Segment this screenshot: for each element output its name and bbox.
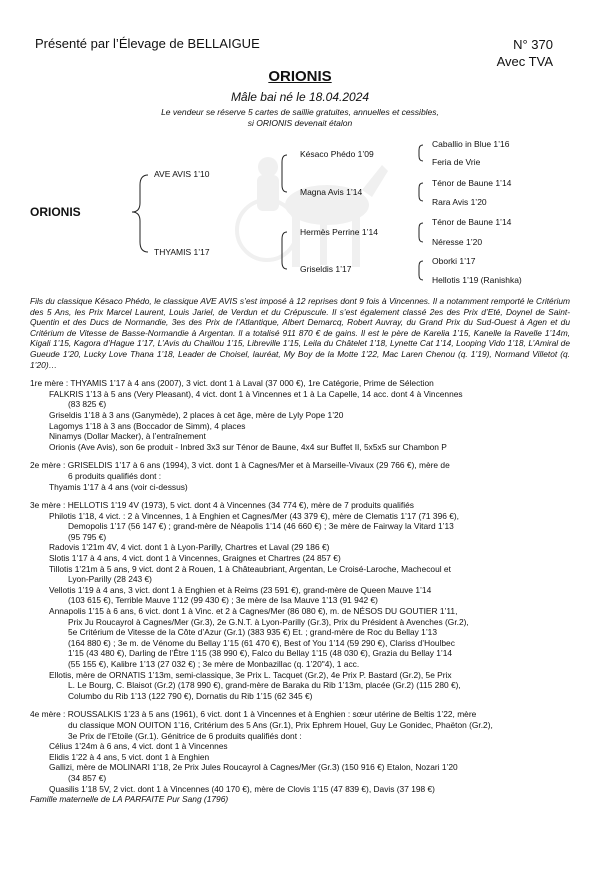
mother-heading: 2e mère : GRISELDIS 1’17 à 6 ans (1994), 3 vict. dont 1 à Cagnes/Mer et à Marseille-Vivaux (29 766 €), mère de bbox=[30, 460, 450, 471]
progeny-line: 5e Critérium de Vitesse de la Côte d’Azur (Gr.1) (383 935 €) Et. ; grand-mère de Roc du Bellay 1’13 bbox=[68, 627, 437, 638]
progeny-line: Vellotis 1’19 à 4 ans, 3 vict. dont 1 à Enghien et à Reims (23 591 €), grand-mère de Queen Mauve 1’14 bbox=[49, 584, 432, 595]
progeny-line: Prix Ju Roucayrol à Cagnes/Mer (Gr.3), 2e G.N.T. à Lyon-Parilly (Gr.3), Prix du Président à Avenches (Gr.2), bbox=[68, 616, 469, 627]
pedigree-sire: AVE AVIS 1’10 bbox=[154, 169, 210, 179]
presented-by: Présenté par l’Élevage de BELLAIGUE bbox=[35, 36, 260, 51]
progeny-line: Ninamys (Dollar Macker), à l’entraînement bbox=[49, 431, 206, 442]
pedigree-dss: Ténor de Baune 1’14 bbox=[432, 217, 512, 227]
progeny-line: Philotis 1’18, 4 vict. : 2 à Vincennes, 1 à Enghien et Cagnes/Mer (43 379 €), mère de Clematis 1’17 (71 396 €), bbox=[49, 510, 459, 521]
mother-heading: 3e mère : HELLOTIS 1’19 4V (1973), 5 vict. dont 4 à Vincennes (34 774 €), mère de 7 produits qualifiés bbox=[30, 500, 414, 511]
pedigree-sdd: Rara Avis 1’20 bbox=[432, 197, 487, 207]
mother-section bbox=[30, 378, 570, 452]
pedigree-sire-sire: Késaco Phédo 1’09 bbox=[300, 149, 374, 159]
sire-intro: Fils du classique Késaco Phédo, le classique AVE AVIS s’est imposé à 12 reprises dont 9 fois à Vincennes. Il a notamment remporté le Critérium des 5 Ans, les Prix Marcel Laurent, Louis Jariel, de Verdun et du Crépuscule. Il s’est également classé 2es des Prix d’Eté, Doynel de Saint-Quentin et des Ducs de Normandie, 3es des Prix de l’Atlantique, Albert Demarcq, Robert Auvray, du Grand Prix du Sud-Ouest à Agen et du Critérium de Vitesse de Basse-Normandie à Argentan. Il a totalisé 911 870 € de gains. Il est le père de Karelia 1’15, Kanelle la Ravelle 1’14m, Kigali 1’15, Kagora d’Hague 1’17, L’Avis du Chaillou 1’15, Libreville 1’15, Leila du Châtelet 1’18, Lynette Cat 1’14, Looping Vido 1’18, L’Amiral de Gueude 1’20, Lucky Love Thana 1’18, Leader de Choisel, lauréat, My Boy de la Motte 1’22, Mac Laren Chenou (q. 1’19), Normand Villetot (q. 1’20)… bbox=[30, 296, 570, 370]
pedigree-ssd: Feria de Vrie bbox=[432, 157, 481, 167]
progeny-line: FALKRIS 1’13 à 5 ans (Very Pleasant), 4 vict. dont 1 à Vincennes et 1 à La Capelle, 14 acc. dont 4 à Vincennes bbox=[49, 388, 463, 399]
reserve-line-2: si ORIONIS devenait étalon bbox=[247, 118, 353, 128]
progeny-line: Annapolis 1’15 à 6 ans, 6 vict. dont 1 à Vinc. et 2 à Cagnes/Mer (86 080 €), m. de NÉSOS DU GOUTIER 1’11, bbox=[49, 606, 458, 617]
progeny-line: Gallizi, mère de MOLINARI 1’18, 2e Prix Jules Roucayrol à Cagnes/Mer (Gr.3) (150 916 €) Etalon, Nozari 1’20 bbox=[49, 762, 458, 773]
pedigree-dsd: Néresse 1’20 bbox=[432, 237, 483, 247]
pedigree-sds: Ténor de Baune 1’14 bbox=[432, 178, 512, 188]
progeny-line: Radovis 1’21m 4V, 4 vict. dont 1 à Lyon-Parilly, Chartres et Laval (29 186 €) bbox=[49, 542, 330, 553]
progeny-line: Thyamis 1’17 à 4 ans (voir ci-dessus) bbox=[49, 481, 188, 492]
reserve-line-1: Le vendeur se réserve 5 cartes de saillie gratuites, annuelles et cessibles, bbox=[161, 107, 439, 117]
sex-birth-line: Mâle bai né le 18.04.2024 bbox=[230, 90, 370, 104]
vat-note: Avec TVA bbox=[496, 54, 553, 69]
pedigree-dds: Oborki 1’17 bbox=[432, 256, 476, 266]
pedigree-sire-dam: Magna Avis 1’14 bbox=[300, 187, 363, 197]
progeny-line: du classique MON OUITON 1’16, Critérium des 5 Ans (Gr.1), Prix Ephrem Houel, Guy Le Gonidec, Phaëton (Gr.2), bbox=[68, 719, 493, 730]
mother-heading: 4e mère : ROUSSALKIS 1’23 à 5 ans (1961), 6 vict. dont 1 à Vincennes et à Enghien : sœur utérine de Beltis 1’22, mère bbox=[30, 709, 477, 720]
progeny-line: (55 155 €), Kalibre 1’13 (27 032 €) ; 3e mère de Monbazillac (q. 1’20"4), 1 acc. bbox=[68, 659, 360, 669]
progeny-line: Tillotis 1’21m à 5 ans, 9 vict. dont 2 à Rouen, 1 à Châteaubriant, Argentan, Le Croisé-Laroche, Machecoul et bbox=[49, 563, 451, 574]
horse-name: ORIONIS bbox=[268, 68, 332, 85]
progeny-line: L. Le Bourg, C. Blaisot (Gr.2) (178 990 €), grand-mère de Baraka du Rib 1’13m, placée (Gr.2) (115 280 €), bbox=[68, 680, 461, 691]
maternal-lines bbox=[30, 378, 570, 794]
progeny-line: (103 615 €), Terrible Mauve 1’12 (99 430 €) ; 3e mère de Isa Mauve 1’13 (91 942 €) bbox=[68, 595, 378, 606]
catalogue-body bbox=[30, 296, 570, 805]
pedigree-root: ORIONIS bbox=[30, 205, 81, 219]
pedigree-ddd: Hellotis 1’19 (Ranishka) bbox=[432, 275, 522, 285]
progeny-line: (34 857 €) bbox=[68, 772, 107, 783]
progeny-line: Elidis 1’22 à 4 ans, 5 vict. dont 1 à Enghien bbox=[49, 751, 210, 762]
progeny-line: Columbo du Rib 1’13 (122 790 €), Dornatis du Rib 1’15 (62 345 €) bbox=[68, 690, 313, 701]
mother-section bbox=[30, 460, 570, 492]
lot-number: N° 370 bbox=[513, 37, 553, 52]
pedigree-dam-dam: Griseldis 1’17 bbox=[300, 264, 352, 274]
progeny-line: 3e Prix de l’Etoile (Gr.1). Génitrice de 6 produits qualifiés dont : bbox=[68, 730, 302, 741]
progeny-line: Célius 1’24m à 6 ans, 4 vict. dont 1 à Vincennes bbox=[49, 741, 228, 752]
progeny-line: Lyon-Parilly (28 243 €) bbox=[68, 574, 152, 585]
mother-section bbox=[30, 500, 570, 701]
mother-section bbox=[30, 709, 570, 794]
progeny-line: 6 produits qualifiés dont : bbox=[68, 470, 162, 481]
progeny-line: Slotis 1’17 à 4 ans, 4 vict. dont 1 à Vincennes, Graignes et Chartres (24 857 €) bbox=[49, 553, 341, 564]
progeny-line: Lagomys 1’18 à 3 ans (Boccador de Simm), 4 places bbox=[49, 420, 246, 431]
progeny-line: Griseldis 1’18 à 3 ans (Ganymède), 2 places à cet âge, mère de Lyly Pope 1’20 bbox=[49, 409, 344, 420]
pedigree-dam: THYAMIS 1’17 bbox=[154, 247, 210, 257]
progeny-line: Orionis (Ave Avis), son 6e produit - Inbred 3x3 sur Ténor de Baune, 4x4 sur Buffet II, 5x5x5 sur Chambon P bbox=[49, 441, 447, 452]
maternal-family: Famille maternelle de LA PARFAITE Pur Sang (1796) bbox=[30, 794, 229, 805]
progeny-line: (95 795 €) bbox=[68, 531, 107, 542]
pedigree-dam-sire: Hermès Perrine 1’14 bbox=[300, 227, 378, 237]
progeny-line: Ellotis, mère de ORNATIS 1’13m, semi-classique, 3e Prix L. Tacquet (Gr.2), 4e Prix P. Bastard (Gr.2), 5e Prix bbox=[49, 669, 452, 680]
mother-heading: 1re mère : THYAMIS 1’17 à 4 ans (2007), 3 vict. dont 1 à Laval (37 000 €), 1re Catégorie, Prime de Sélection bbox=[30, 378, 434, 389]
pedigree-sss: Caballio in Blue 1’16 bbox=[432, 139, 510, 149]
progeny-line: 1’15 (43 480 €), Darling de l’Être 1’15 (38 990 €), Falco du Bellay 1’15 (48 030 €), Grazia du Bellay 1’14 bbox=[68, 648, 453, 659]
progeny-line: (83 825 €) bbox=[68, 399, 107, 410]
progeny-line: Quasilis 1’18 5V, 2 vict. dont 1 à Vincennes (40 170 €), mère de Clovis 1’15 (47 839 €), Davis (37 198 €) bbox=[49, 783, 435, 794]
progeny-line: Demopolis 1’17 (56 147 €) ; grand-mère de Néapolis 1’14 (46 660 €) ; 3e mère de Fairway la Vitard 1’13 bbox=[68, 521, 454, 532]
progeny-line: (164 880 €) ; 3e m. de Vénome du Bellay 1’15 (61 470 €), Best of You 1’14 (59 290 €), Clariss d’Houlbec bbox=[68, 637, 455, 648]
